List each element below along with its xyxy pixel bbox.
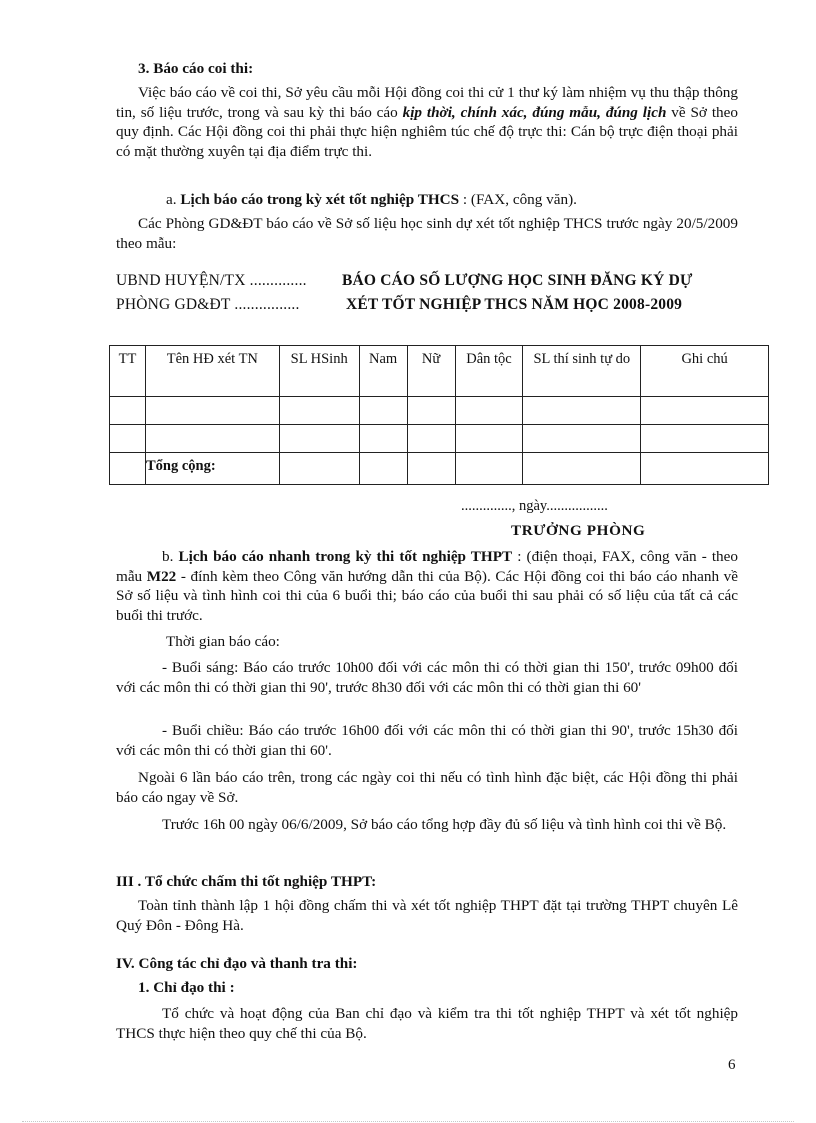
afternoon-schedule: - Buổi chiều: Báo cáo trước 16h00 đối với các môn thi có thời gian thi 90', trước 15h30 đối với các môn thi có thời gian thi 60'. (116, 722, 738, 759)
section-IV-sub1-heading: 1. Chỉ đạo thi : (138, 979, 235, 996)
table-header-row (110, 346, 769, 397)
section-IV-heading: IV. Công tác chỉ đạo và thanh tra thi: (116, 955, 358, 972)
b-text-2: - đính kèm theo Công văn hướng dẫn thi của Bộ). Các Hội đồng coi thi báo cáo nhanh về Sở số liệu và tình hình coi thi của 6 buổi thi; báo cáo của buổi thi sau phải có số liệu của tất cả các buổi thi trước. (116, 567, 738, 624)
p1-text-b: về Sở theo quy định. Các Hội đồng coi thi phải thực hiện nghiêm túc chế độ trực thi: Cán bộ trực điện thoại phải có mặt thường xuyên tại địa điểm trực thi. (116, 103, 738, 160)
form-code: M22 (146, 567, 177, 585)
total-label: Tổng cộng: (145, 453, 279, 485)
section-3-heading: 3. Báo cáo coi thi: (138, 60, 254, 77)
p1-emphasis: kịp thời, chính xác, đúng mẫu, đúng lịch (402, 103, 667, 121)
a-title: Lịch báo cáo trong kỳ xét tốt nghiệp THCS (180, 191, 460, 208)
col-header: SL thí sinh tự do (523, 346, 641, 397)
morning-schedule: - Buổi sáng: Báo cáo trước 10h00 đối với các môn thi có thời gian thi 150', trước 09h00 đối với các môn thi có thời gian thi 90', trước 8h30 đối với các môn thi có thời gian thi 60' (116, 659, 738, 696)
col-header: Nữ (407, 346, 455, 397)
subsection-b-paragraph (116, 547, 738, 625)
form-title-line-1: BÁO CÁO SỐ LƯỢNG HỌC SINH ĐĂNG KÝ DỰ (342, 272, 693, 289)
p1-text-a: Việc báo cáo về coi thi, Sở yêu cầu mỗi Hội đồng coi thi cử 1 thư ký làm nhiệm vụ thu thập thông tin, số liệu trước, trong và sau kỳ thi báo cáo (116, 84, 738, 121)
signer-title: TRƯỞNG PHÒNG (511, 522, 646, 539)
a-rest: : (FAX, công văn). (459, 191, 577, 208)
col-header: Nam (359, 346, 407, 397)
b-prefix: b. (162, 548, 179, 565)
summary-report: Trước 16h 00 ngày 06/6/2009, Sở báo cáo tổng hợp đầy đủ số liệu và tình hình coi thi về Bộ. (162, 816, 727, 833)
col-header: Dân tộc (455, 346, 523, 397)
table-row (110, 425, 769, 453)
page-bottom-divider (22, 1121, 794, 1122)
col-header: Tên HĐ xét TN (145, 346, 279, 397)
subsection-a-text: Các Phòng GD&ĐT báo cáo về Sở số liệu học sinh dự xét tốt nghiệp THCS trước ngày 20/5/2009 theo mẫu: (116, 215, 738, 252)
col-header: TT (110, 346, 146, 397)
section-IV-sub1-text: Tổ chức và hoạt động của Ban chỉ đạo và kiểm tra thi tốt nghiệp THPT và xét tốt nghiệp THCS thực hiện theo quy chế thi của Bộ. (116, 1005, 738, 1042)
date-line: .............., ngày................. (461, 498, 608, 514)
section-III-text: Toàn tỉnh thành lập 1 hội đồng chấm thi và xét tốt nghiệp THPT đặt tại trường THPT chuyên Lê Quý Đôn - Đông Hà. (116, 897, 738, 934)
col-header: SL HSinh (279, 346, 359, 397)
table-total-row (110, 453, 769, 485)
a-prefix: a. (166, 191, 181, 208)
section-3-paragraph (116, 83, 738, 161)
section-III-heading: III . Tổ chức chấm thi tốt nghiệp THPT: (116, 873, 377, 890)
col-header: Ghi chú (641, 346, 769, 397)
page-number: 6 (728, 1057, 736, 1073)
b-title: Lịch báo cáo nhanh trong kỳ thi tốt nghiệp THPT (178, 548, 513, 565)
report-table (109, 345, 769, 485)
subsection-a-heading (166, 190, 788, 210)
time-label: Thời gian báo cáo: (166, 633, 280, 650)
table-row (110, 397, 769, 425)
b-text-1: : (điện thoại, FAX, công văn - theo mẫu (116, 548, 738, 585)
special-report: Ngoài 6 lần báo cáo trên, trong các ngày coi thi nếu có tình hình đặc biệt, các Hội đồng thi phải báo cáo ngay về Sở. (116, 769, 738, 806)
form-left-line-2: PHÒNG GD&ĐT ................ (116, 296, 300, 313)
form-left-line-1: UBND HUYỆN/TX .............. (116, 272, 307, 289)
form-title-line-2: XÉT TỐT NGHIỆP THCS NĂM HỌC 2008-2009 (346, 296, 683, 313)
